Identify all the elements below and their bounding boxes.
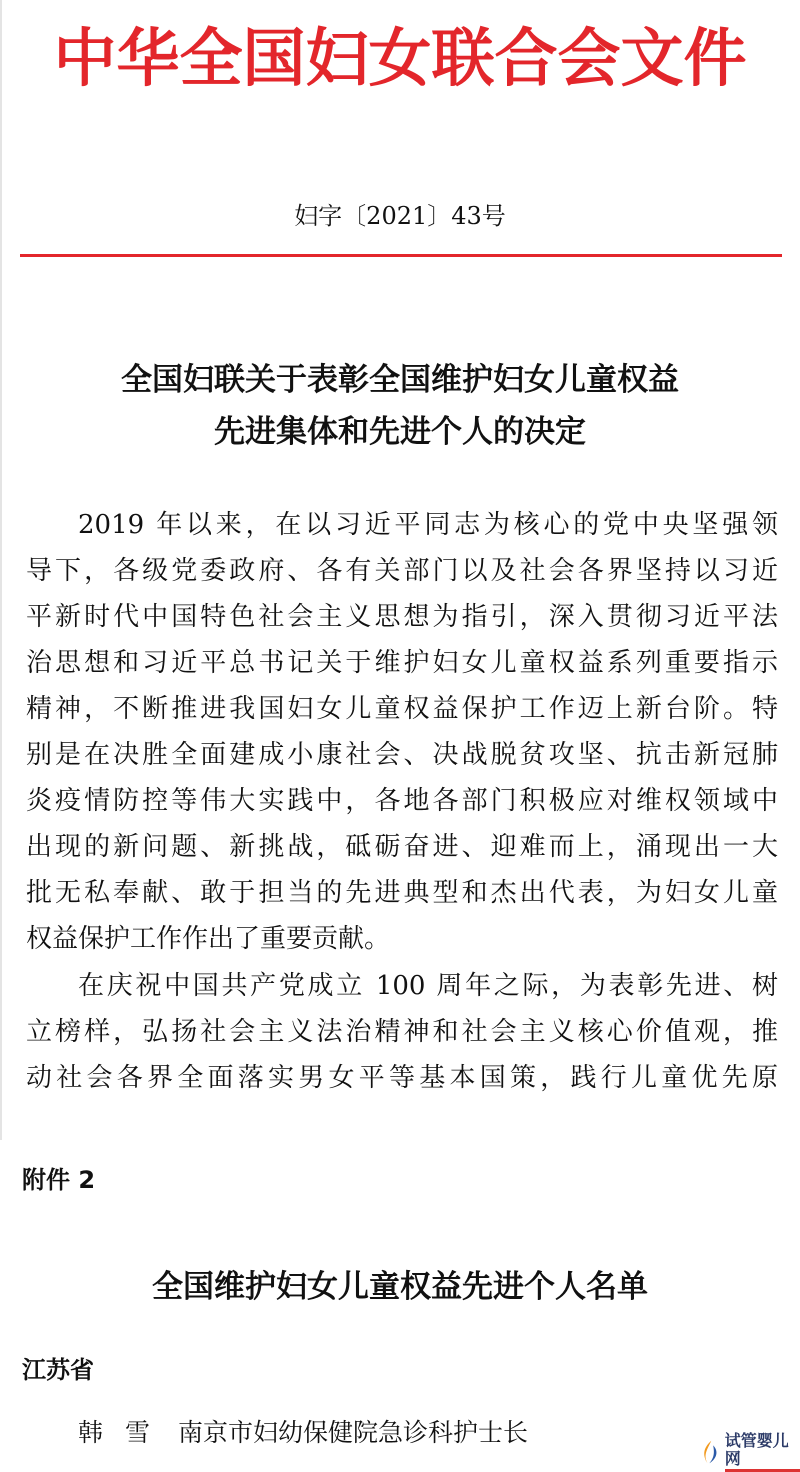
issuer-title: 中华全国妇女联合会文件 <box>53 21 747 95</box>
person-name: 韩雪 <box>78 1418 173 1447</box>
body-line: 在庆祝中国共产党成立 100 周年之际，为表彰先进、树 <box>78 971 778 1001</box>
body-line: 精神，不断推进我国妇女儿童权益保护工作迈上新台阶。特 <box>26 694 778 724</box>
annex-label: 附件 2 <box>22 1166 96 1194</box>
body-line: 治思想和习近平总书记关于维护妇女儿童权益系列重要指示 <box>26 648 778 678</box>
watermark-text: 试管婴儿网 <box>724 1431 789 1468</box>
province-heading: 江苏省 <box>22 1356 94 1384</box>
body-line: 立榜样，弘扬社会主义法治精神和社会主义核心价值观，推 <box>26 1017 778 1047</box>
body-line: 批无私奉献、敢于担当的先进典型和杰出代表，为妇女儿童 <box>26 878 778 908</box>
body-line: 权益保护工作作出了重要贡献。 <box>26 924 391 954</box>
body-line: 别是在决胜全面建成小康社会、决战脱贫攻坚、抗击新冠肺 <box>26 740 778 770</box>
document-title-line2: 先进集体和先进个人的决定 <box>214 414 586 450</box>
document-number: 妇字〔2021〕43号 <box>294 202 506 230</box>
watermark <box>700 1432 800 1472</box>
body-line: 2019 年以来，在以习近平同志为核心的党中央坚强领 <box>78 510 778 540</box>
body-line: 动社会各界全面落实男女平等基本国策，践行儿童优先原 <box>26 1063 778 1093</box>
body-line: 出现的新问题、新挑战，砥砺奋进、迎难而上，涌现出一大 <box>26 832 778 862</box>
body-line: 炎疫情防控等伟大实践中，各地各部门积极应对维权领域中 <box>26 786 778 816</box>
red-divider <box>20 254 782 257</box>
list-item <box>78 1413 528 1453</box>
person-position: 南京市妇幼保健院急诊科护士长 <box>177 1418 528 1447</box>
body-line: 导下，各级党委政府、各有关部门以及社会各界坚持以习近 <box>26 556 778 586</box>
annex-title: 全国维护妇女儿童权益先进个人名单 <box>152 1269 648 1305</box>
page-frame <box>0 0 2 1140</box>
document-title-line1: 全国妇联关于表彰全国维护妇女儿童权益 <box>121 362 679 398</box>
flame-logo-icon <box>700 1439 721 1465</box>
body-line: 平新时代中国特色社会主义思想为指引，深入贯彻习近平法 <box>26 602 778 632</box>
